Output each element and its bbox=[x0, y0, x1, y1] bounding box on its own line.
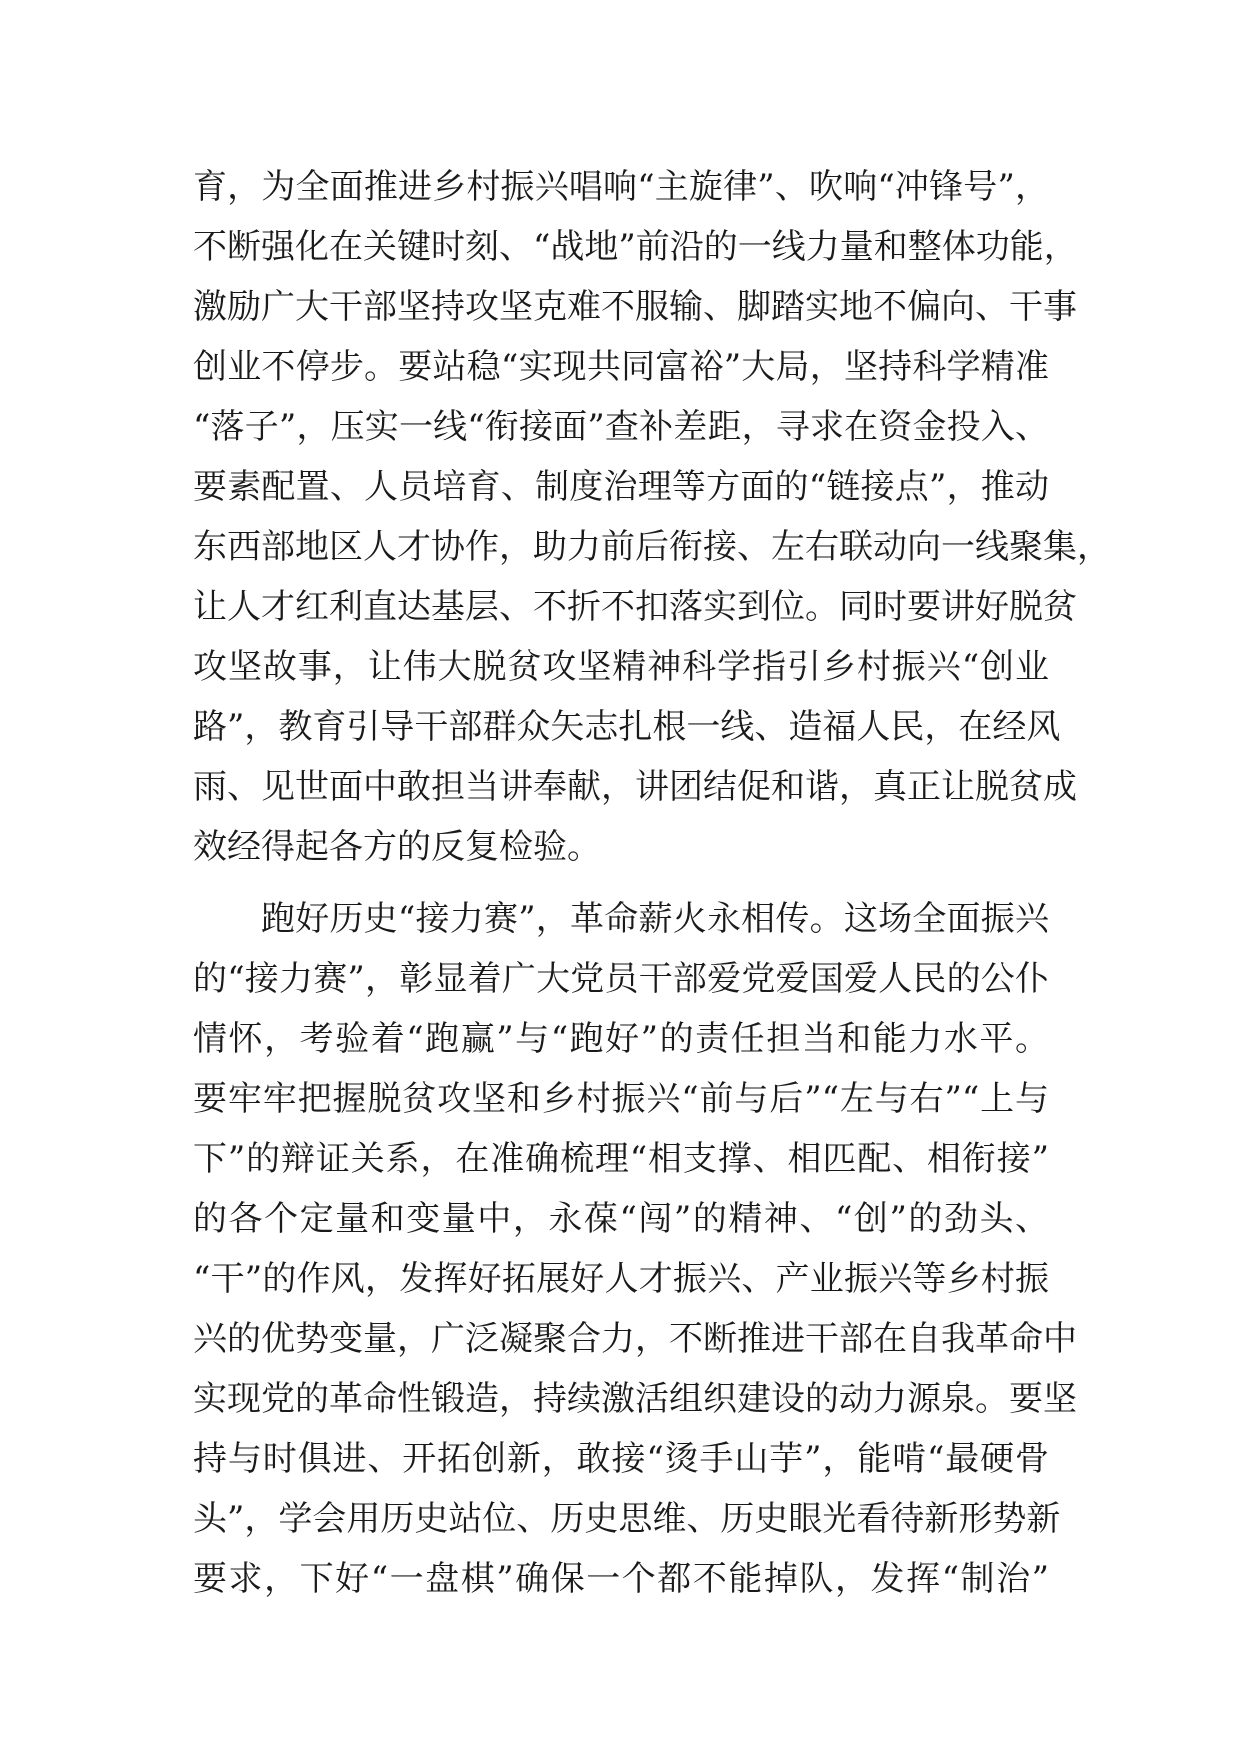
text-line: 兴的优势变量，广泛凝聚合力，不断推进干部在自我革命中 bbox=[193, 1319, 1077, 1359]
text-line: 效经得起各方的反复检验。 bbox=[193, 827, 601, 867]
paragraph-2 bbox=[193, 889, 1077, 1609]
text-line: 让人才红利直达基层、不折不扣落实到位。同时要讲好脱贫 bbox=[193, 587, 1077, 627]
paragraph-1 bbox=[193, 157, 1111, 877]
text-line: 东西部地区人才协作，助力前后衔接、左右联动向一线聚集， bbox=[193, 527, 1111, 567]
text-line: 下”的辩证关系，在准确梳理“相支撑、相匹配、相衔接” bbox=[193, 1139, 1049, 1179]
text-line: 路”，教育引导干部群众矢志扎根一线、造福人民，在经风 bbox=[193, 707, 1061, 747]
text-line: 持与时俱进、开拓创新，敢接“烫手山芋”，能啃“最硬骨 bbox=[193, 1439, 1049, 1479]
text-line: 育，为全面推进乡村振兴唱响“主旋律”、吹响“冲锋号”， bbox=[193, 167, 1049, 207]
text-line: 攻坚故事，让伟大脱贫攻坚精神科学指引乡村振兴“创业 bbox=[193, 647, 1049, 687]
paragraph-spacer bbox=[193, 877, 1049, 889]
text-line: 创业不停步。要站稳“实现共同富裕”大局，坚持科学精准 bbox=[193, 347, 1049, 387]
text-line: 的“接力赛”，彰显着广大党员干部爱党爱国爱人民的公仆 bbox=[193, 959, 1049, 999]
text-line: 的各个定量和变量中，永葆“闯”的精神、“创”的劲头、 bbox=[193, 1199, 1049, 1239]
text-line: 激励广大干部坚持攻坚克难不服输、脚踏实地不偏向、干事 bbox=[193, 287, 1077, 327]
text-line: 要求，下好“一盘棋”确保一个都不能掉队，发挥“制治” bbox=[193, 1559, 1049, 1599]
text-line: 跑好历史“接力赛”，革命薪火永相传。这场全面振兴 bbox=[261, 899, 1049, 939]
text-line: 要素配置、人员培育、制度治理等方面的“链接点”，推动 bbox=[193, 467, 1049, 507]
text-line: 雨、见世面中敢担当讲奉献，讲团结促和谐，真正让脱贫成 bbox=[193, 767, 1077, 807]
text-line: “落子”，压实一线“衔接面”查补差距，寻求在资金投入、 bbox=[193, 407, 1049, 447]
body-text bbox=[193, 157, 1111, 1609]
text-line: 情怀，考验着“跑赢”与“跑好”的责任担当和能力水平。 bbox=[193, 1019, 1049, 1059]
text-line: 不断强化在关键时刻、“战地”前沿的一线力量和整体功能， bbox=[193, 227, 1078, 267]
text-line: 实现党的革命性锻造，持续激活组织建设的动力源泉。要坚 bbox=[193, 1379, 1077, 1419]
text-line: “干”的作风，发挥好拓展好人才振兴、产业振兴等乡村振 bbox=[193, 1259, 1049, 1299]
text-line: 头”，学会用历史站位、历史思维、历史眼光看待新形势新 bbox=[193, 1499, 1061, 1539]
text-line: 要牢牢把握脱贫攻坚和乡村振兴“前与后”“左与右”“上与 bbox=[193, 1079, 1049, 1119]
